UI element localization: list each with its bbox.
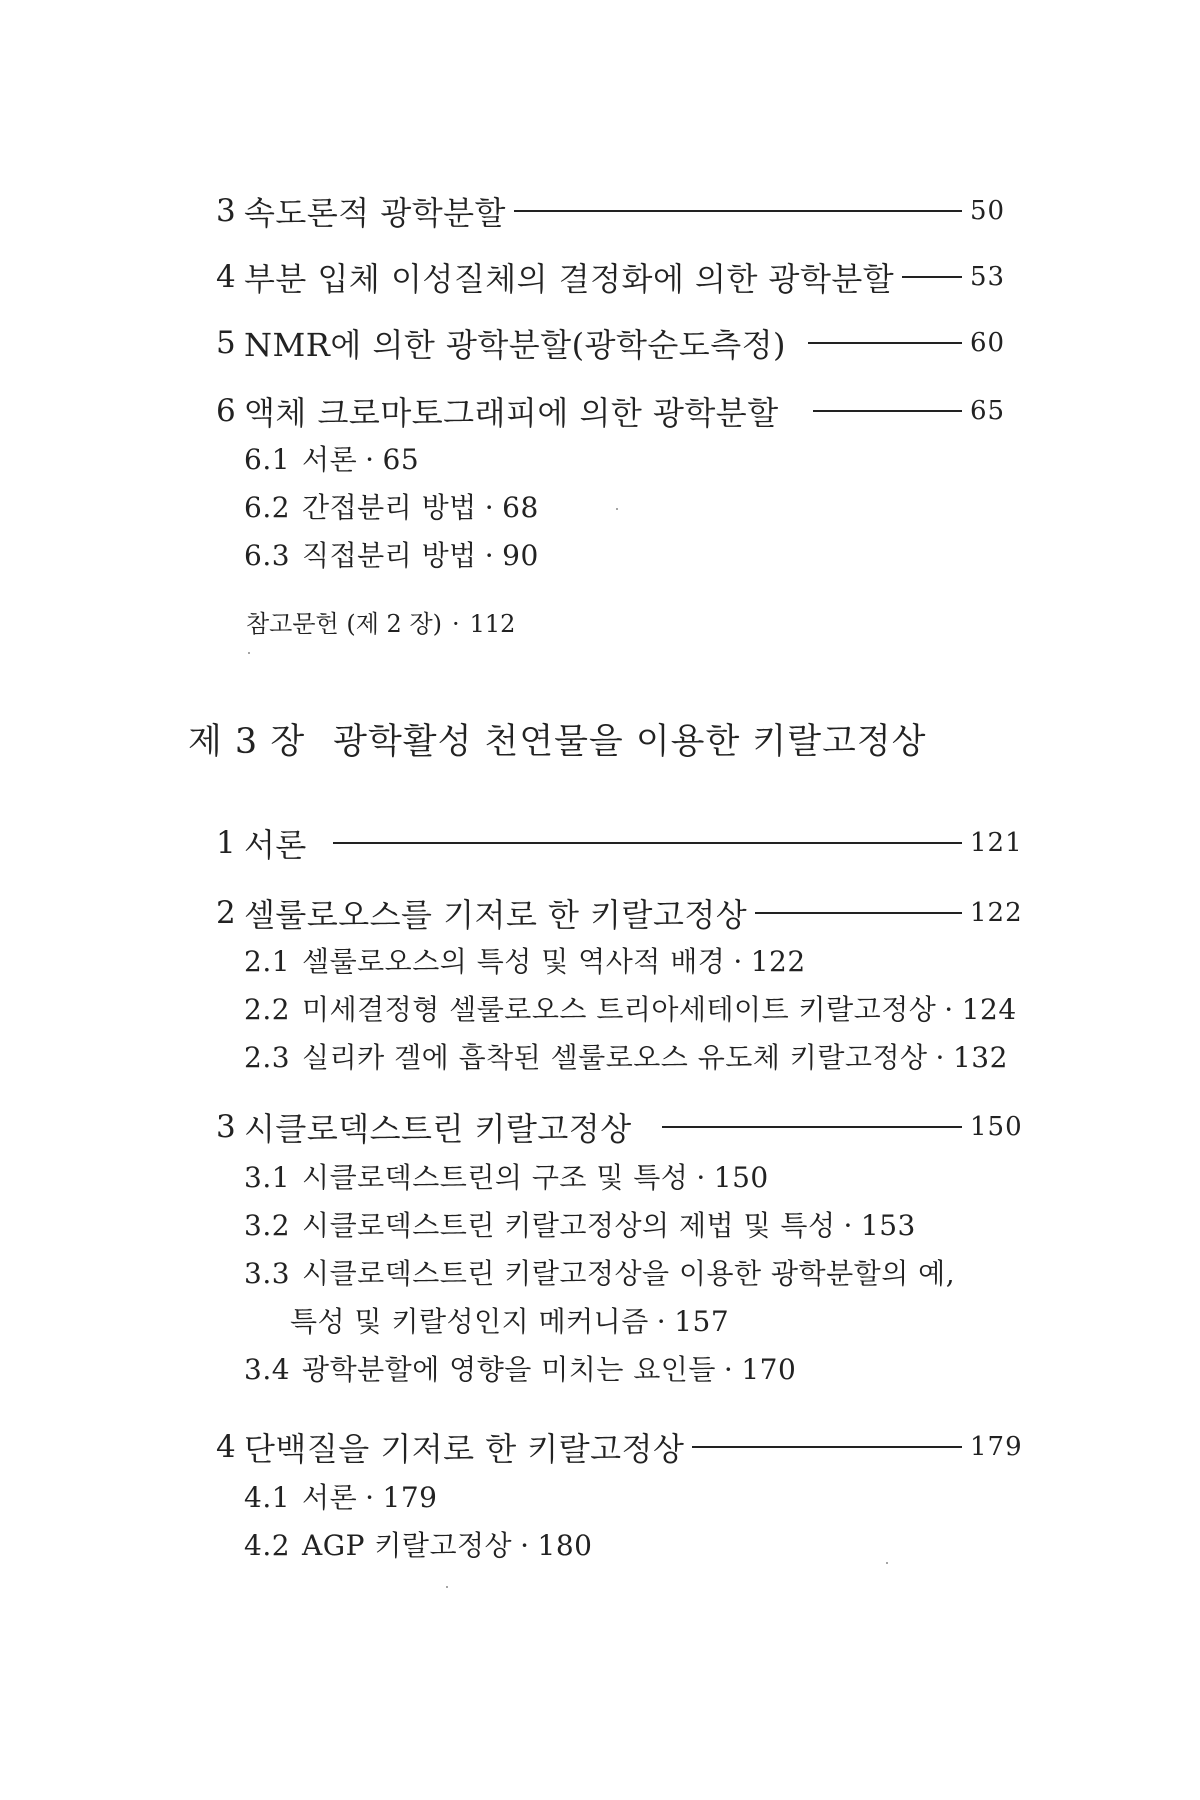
toc-sub-3-4[interactable] [244, 1348, 796, 1388]
toc-entry-page: 60 [970, 328, 1006, 358]
toc-sub-number: 6.2 [244, 491, 291, 524]
toc-entry-title: 부분 입체 이성질체의 결정화에 의한 광학분할 [244, 260, 895, 298]
toc-sub-2-1[interactable] [244, 940, 806, 980]
toc-sub-number: 4.1 [244, 1481, 291, 1514]
toc-sub-title: 서론 [302, 1481, 358, 1514]
leader-line [662, 1126, 962, 1128]
chapter-title: 광학활성 천연물을 이용한 키랄고정상 [333, 722, 927, 762]
toc-sub-number: 2.2 [244, 993, 291, 1026]
scan-speck [886, 1562, 888, 1564]
separator-dot: · [935, 1041, 945, 1074]
toc-sub-3-3-continued[interactable] [290, 1300, 729, 1340]
toc-entry-title: 서론 [244, 826, 307, 864]
separator-dot: · [944, 993, 954, 1026]
toc-sub-page: 170 [741, 1353, 797, 1386]
toc-sub-title: 시클로덱스트린 키랄고정상의 제법 및 특성 [302, 1209, 836, 1242]
separator-dot: · [365, 1481, 375, 1514]
toc-sub-3-2[interactable] [244, 1204, 916, 1244]
toc-entry-title: 액체 크로마토그래피에 의한 광학분할 [244, 394, 779, 432]
separator-dot: · [723, 1353, 734, 1386]
toc-entry-page: 65 [970, 396, 1006, 426]
toc-sub-title-continued: 특성 및 키랄성인지 메커니즘 [290, 1305, 649, 1338]
reference-page: 112 [469, 610, 516, 638]
toc-sub-number: 2.1 [244, 945, 291, 978]
toc-entry-number: 1 [216, 825, 236, 861]
toc-sub-title: 미세결정형 셀룰로오스 트리아세테이트 키랄고정상 [302, 993, 937, 1026]
toc-entry-number: 6 [216, 393, 236, 429]
toc-sub-page: 157 [674, 1305, 730, 1338]
leader-line [902, 276, 962, 278]
toc-entry-number: 2 [216, 895, 236, 931]
toc-entry-3[interactable] [216, 188, 1020, 234]
toc-sub-4-2[interactable] [244, 1524, 592, 1564]
leader-line [755, 912, 962, 914]
toc-entry-ch3-1[interactable] [216, 820, 1023, 866]
toc-sub-page: 90 [502, 539, 539, 572]
toc-sub-page: 180 [537, 1529, 593, 1562]
separator-dot: · [365, 443, 375, 476]
toc-sub-page: 65 [382, 443, 420, 476]
separator-dot: · [696, 1161, 706, 1194]
toc-sub-6-3[interactable] [244, 534, 539, 574]
toc-entry-ch3-3[interactable] [216, 1104, 1023, 1150]
toc-sub-number: 3.1 [244, 1161, 291, 1194]
toc-entry-page: 121 [970, 828, 1023, 858]
toc-sub-page: 124 [961, 993, 1017, 1026]
toc-sub-3-1[interactable] [244, 1156, 769, 1196]
chapter-number: 제 3 장 [188, 722, 306, 762]
toc-reference[interactable] [246, 604, 515, 639]
toc-sub-2-2[interactable] [244, 988, 1017, 1028]
toc-entry-title: 시클로덱스트린 키랄고정상 [244, 1110, 632, 1148]
toc-entry-number: 4 [216, 259, 236, 295]
toc-sub-page: 132 [952, 1041, 1008, 1074]
leader-line [692, 1446, 962, 1448]
toc-sub-number: 4.2 [244, 1529, 291, 1562]
toc-sub-number: 3.2 [244, 1209, 291, 1242]
separator-dot: · [452, 610, 460, 638]
toc-sub-6-2[interactable] [244, 486, 539, 526]
toc-sub-number: 6.1 [244, 443, 291, 476]
separator-dot: · [733, 945, 743, 978]
toc-entry-title: NMR에 의한 광학분할(광학순도측정) [244, 326, 787, 364]
toc-entry-number: 4 [216, 1429, 236, 1465]
toc-sub-number: 3.3 [244, 1257, 291, 1290]
separator-dot: · [484, 539, 495, 572]
toc-sub-number: 2.3 [244, 1041, 291, 1074]
toc-entry-page: 50 [970, 196, 1006, 226]
toc-sub-title: 간접분리 방법 [302, 491, 477, 524]
toc-entry-page: 150 [970, 1112, 1023, 1142]
leader-line [808, 342, 962, 344]
toc-entry-ch3-2[interactable] [216, 890, 1023, 936]
toc-sub-number: 6.3 [244, 539, 291, 572]
toc-sub-page: 122 [750, 945, 806, 978]
toc-entry-title: 단백질을 기저로 한 키랄고정상 [244, 1430, 685, 1468]
toc-sub-2-3[interactable] [244, 1036, 1008, 1076]
leader-line [333, 842, 962, 844]
toc-sub-6-1[interactable] [244, 438, 419, 478]
toc-sub-title: 직접분리 방법 [302, 539, 477, 572]
toc-sub-title: 시클로덱스트린 키랄고정상을 이용한 광학분할의 예, [302, 1257, 956, 1290]
toc-entry-number: 3 [216, 1109, 236, 1145]
toc-sub-title: 셀룰로오스의 특성 및 역사적 배경 [302, 945, 726, 978]
toc-sub-title: AGP 키랄고정상 [302, 1529, 513, 1562]
leader-line [813, 410, 962, 412]
toc-entry-number: 3 [216, 193, 236, 229]
toc-entry-page: 179 [970, 1432, 1023, 1462]
toc-sub-title: 서론 [302, 443, 358, 476]
toc-sub-page: 179 [382, 1481, 438, 1514]
separator-dot: · [843, 1209, 853, 1242]
toc-sub-number: 3.4 [244, 1353, 291, 1386]
toc-entry-4[interactable] [216, 254, 1020, 300]
toc-entry-title: 셀룰로오스를 기저로 한 키랄고정상 [244, 896, 748, 934]
toc-sub-title: 광학분할에 영향을 미치는 요인들 [302, 1353, 716, 1386]
toc-sub-3-3[interactable] [244, 1252, 955, 1292]
reference-title: 참고문헌 (제 2 장) [246, 610, 442, 638]
leader-line [514, 210, 962, 212]
separator-dot: · [484, 491, 495, 524]
toc-entry-6[interactable] [216, 388, 1020, 434]
toc-entry-page: 53 [970, 262, 1006, 292]
toc-entry-ch3-4[interactable] [216, 1424, 1023, 1470]
toc-sub-title: 시클로덱스트린의 구조 및 특성 [302, 1161, 689, 1194]
toc-sub-page: 68 [502, 491, 539, 524]
scan-speck [446, 1586, 448, 1588]
toc-entry-title: 속도론적 광학분할 [244, 194, 506, 232]
scan-speck [248, 652, 250, 654]
toc-sub-4-1[interactable] [244, 1476, 438, 1516]
toc-entry-5[interactable] [216, 320, 1020, 366]
separator-dot: · [656, 1305, 667, 1338]
separator-dot: · [520, 1529, 530, 1562]
toc-entry-number: 5 [216, 325, 236, 361]
scan-speck [616, 508, 618, 510]
toc-sub-title: 실리카 겔에 흡착된 셀룰로오스 유도체 키랄고정상 [302, 1041, 928, 1074]
toc-sub-page: 150 [713, 1161, 769, 1194]
toc-sub-page: 153 [860, 1209, 916, 1242]
chapter-heading[interactable] [188, 714, 926, 764]
toc-entry-page: 122 [970, 898, 1023, 928]
